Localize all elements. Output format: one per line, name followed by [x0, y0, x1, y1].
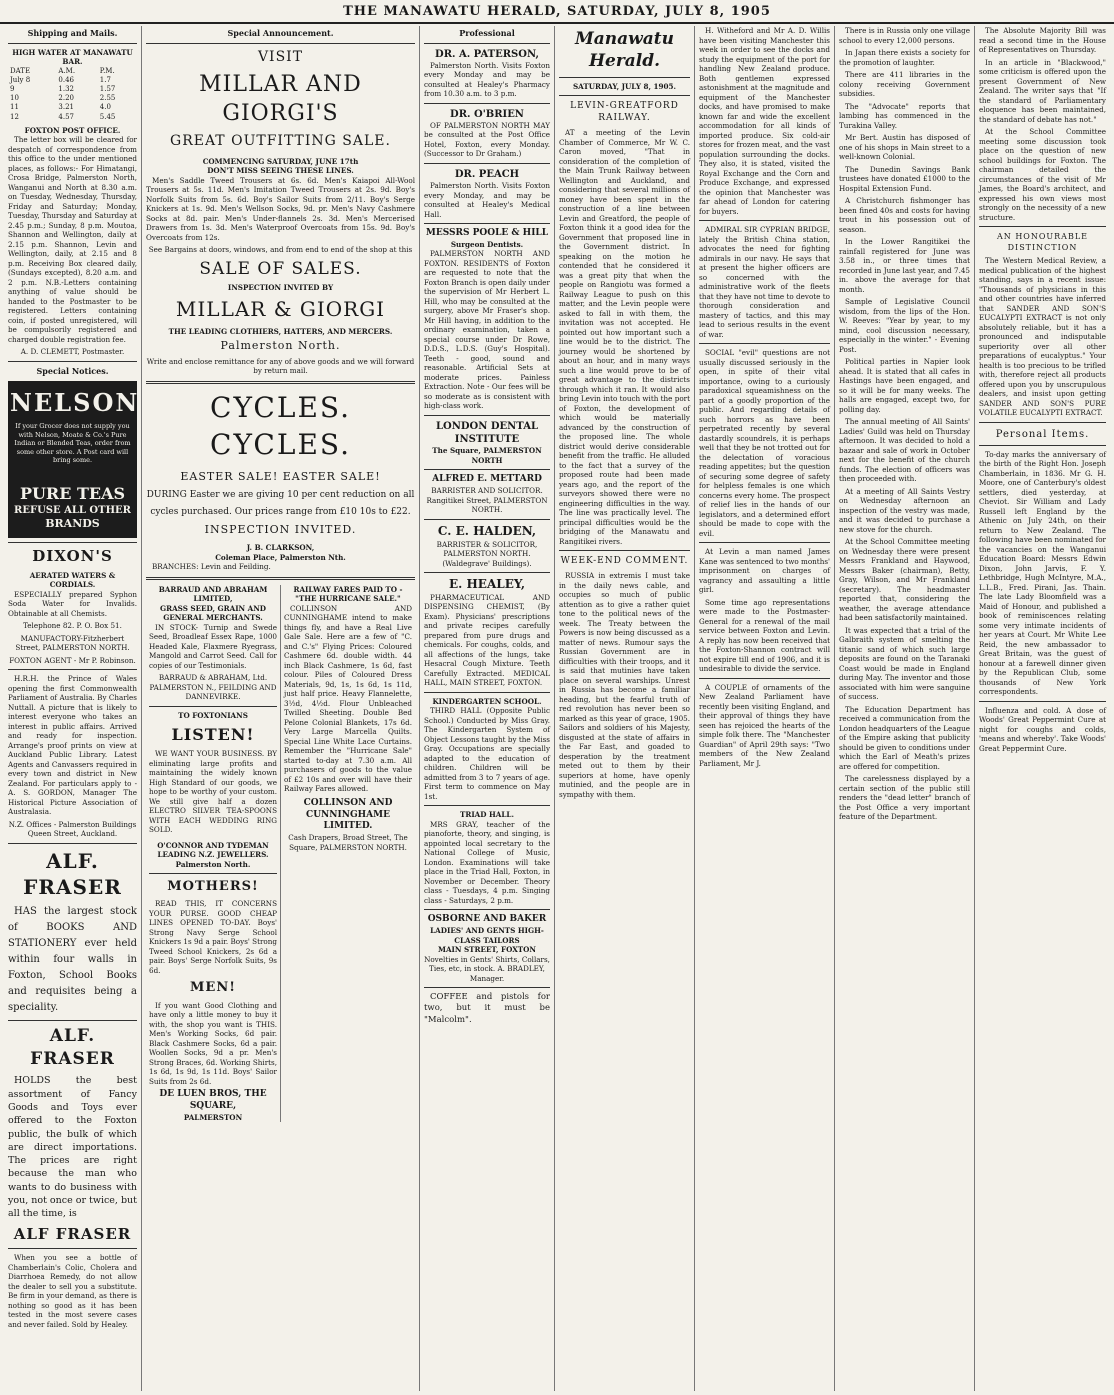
post-office-heading: FOXTON POST OFFICE. [24, 125, 121, 135]
dixon-title: DIXON'S [32, 546, 113, 565]
dixon-address: MANUFACTORY-Fitzherbert Street, PALMERSTON NORTH. [15, 633, 130, 653]
news-paragraph: There are 411 libraries in the colony receiving Government subsidies. [839, 70, 970, 98]
tide-am: 4.57 [58, 112, 74, 121]
barraud-text: IN STOCK- Turnip and Swede Seed, Broadleaf Essex Rape, 1000 Headed Kale, Flaxmere Ryegrass, Mangold and Carrot Seed. Call for copies of our Testimonials. [149, 622, 277, 670]
weekend-comment-text: RUSSIA in extremis I must take in the daily news cable, and occupies so much of public attention as to give a rather quiet tone to the political news of the week. The Treaty between the Powers is now being discussed as a matter of news. Rumour says the Russian Government are in difficulties with their troops, and it is said that mutinies have taken place on several warships. Unrest in Russia has become a familiar heading, but the fearful truth of red revolution has never been so marked as this year of grace, 1905. Sailors and soldiers of his Majesty, disgusted at the state of affairs in the Far East, and goaded to desperation by the treatment meted out to them by their superiors at home, have openly mutinied, and the people are in sympathy with them. [559, 571, 690, 799]
news-paragraph: The annual meeting of All Saints' Ladies' Guild was held on Thursday afternoon. It was decided to hold a bazaar and sale of work in October next for the benefit of the church funds. The election of officers was then proceeded with. [839, 417, 970, 483]
cycles-inspection: INSPECTION INVITED. [204, 522, 357, 536]
divider [559, 95, 690, 96]
clarkson-branches: BRANCHES: Levin and Feilding. [152, 562, 271, 572]
bargains-text: See Bargains at doors, windows, and from end to end of the shop at this [148, 245, 413, 255]
honourable-distinction-heading: AN HONOURABLE DISTINCTION [997, 232, 1088, 252]
divider [8, 361, 137, 362]
dixon-telephone: Telephone 82. P. O. Box 51. [23, 621, 122, 631]
divider [424, 805, 550, 806]
peach-title: DR. PEACH [454, 168, 520, 180]
clarkson-name: J. B. CLARKSON, [246, 543, 315, 553]
collinson-title: COLLINSON AND CUNNINGHAME LIMITED. [303, 797, 393, 832]
healey-title: E. HEALEY, [448, 577, 526, 592]
clarkson-address: Coleman Place, Palmerston Nth. [215, 552, 346, 562]
fraser-title-3: ALF FRASER [13, 1224, 132, 1243]
divider [559, 550, 690, 551]
tide-pm: 5.45 [99, 112, 116, 121]
cycles-title: CYCLES. CYCLES. [210, 390, 351, 461]
divider [149, 706, 277, 707]
honourable-distinction-text: The Western Medical Review, a medical publication of the highest standing, says in a recent issue: "Thousands of physicians in this and other countries have inferred that SANDER AND SON'S EUCALYPTI EXTRACT is not only absolutely reliable, but it has a pronounced and indisputable superiority over all other preparations of eucalyptus." Your health is too precious to be trifled with, therefore reject all products offered upon you by unscrupulous dealers, and insist upon getting SANDER AND SON'S PURE VOLATILE EUCALYPTI EXTRACT. [979, 256, 1106, 418]
tide-date: 9 [10, 85, 15, 94]
barraud-footer: BARRAUD & ABRAHAM, Ltd. PALMERSTON N., FEILDING AND DANNEVIRKE. [149, 673, 277, 702]
news-paragraph: In an article in "Blackwood," some criticism is offered upon the present Government of New Zealand. The writer says that "If the standard of Parliamentary eloquence has been maintained, the standard of debate has not." [979, 57, 1106, 124]
foxtonians-heading: TO FOXTONIANS [178, 710, 248, 720]
table-row [8, 113, 137, 122]
nelson-brands: BRANDS [45, 517, 100, 531]
nelson-refuse: REFUSE ALL OTHER [14, 505, 131, 517]
nelson-body: If your Grocer does not supply you with Nelson, Moate & Co.'s Pure Indian or Blended Teas, order from some other store. A Post card will bring some. [14, 422, 131, 465]
postmaster-signature: A. D. CLEMETT, Postmaster. [20, 347, 125, 357]
nelson-title: NELSON [10, 387, 140, 417]
paterson-title: DR. A. PATERSON, [435, 48, 539, 60]
table-row [8, 76, 137, 85]
sale-of-sales: SALE OF SALES. [199, 258, 362, 279]
millar-giorgi-name: MILLAR & GIORGI [175, 297, 386, 322]
visit-text: VISIT [257, 48, 304, 65]
news-paragraph: The Absolute Majority Bill was read a second time in the House of Representatives on Thursday. [979, 26, 1106, 54]
notices-heading: Special Notices. [36, 365, 109, 376]
divider [979, 701, 1106, 702]
divider [8, 843, 137, 844]
news-paragraph: SOCIAL "evil" questions are not usually discussed seriously in the open, in spite of their vital importance, owing to a curiously paradoxical squeamishness on the part of a goodly proportion of the public. And regarding details of such horrors as have been perpetrated recently by several dastardly scoundrels, it is perhaps well that they be not trotted out for the delectation of voracious reading appetites; but the question of securing some degree of safety for helpless females is one which concerns every home. The prospect of relief lies in the hands of our legislators, and a determined effort should be made to cope with the evil. [699, 348, 830, 538]
osborne-baker-footer: Novelties in Gents' Shirts, Collars, Ties, etc, in stock. A. BRADLEY, Manager. [424, 954, 550, 983]
divider [979, 445, 1106, 446]
news-paragraph: At Levin a man named James Kane was sentenced to two months' imprisonment on charges of vagrancy and assaulting a little girl. [699, 547, 830, 594]
table-row [8, 85, 137, 94]
inspection-invited-by: INSPECTION INVITED BY [227, 282, 334, 292]
healey-text: PHARMACEUTICAL AND DISPENSING CHEMIST, (By Exam). Physicians' prescriptions and private recipes carefully prepared from pure drugs and chemicals. For coughs, colds, and all affections of the lungs, take Hesacral Cough Mixture. Teeth Carefully Extracted. MEDICAL HALL, MAIN STREET, FOXTON. [424, 592, 550, 688]
peppermint-cure-ad: Influenza and cold. A dose of Woods' Great Peppermint Cure at night for coughs and colds, 'means and whereby'. Take Woods' Great Peppermint Cure. [979, 705, 1106, 753]
millar-giorgi-title: MILLAR AND GIORGI'S [199, 72, 362, 127]
railway-fares-text: COLLINSON AND CUNNINGHAME intend to make things fly, and have a Real Live Gale Sale. Here are a few of "C. and C.'s" Flying Prices: Coloured Cashmere 6d. double width. 44 inch Black Cashmere, 1s 6d, fast colour. Piles of Coloured Dress Materials, 9d, 1s, 1s 6d, 1s 11d, just half price. Heavy Flannelette, 3½d, 4½d. Flour Unbleached Twilled Sheeting. Double Bed Pelone Colonial Blankets, 17s 6d. Very Large Marcella Quilts. Special Line White Lace Curtains. Remember the "Hurricane Sale" started to-day at 7.30 a.m. All purchasers of goods to the value of £2 10s and over will have their Railway Fares allowed. [284, 603, 412, 794]
paper-title: Manawatu Herald. [574, 29, 675, 72]
special-announcement-heading: Special Announcement. [227, 28, 334, 38]
poole-hill-subtitle: Surgeon Dentists. [450, 239, 524, 249]
tide-date: July 8 [10, 75, 31, 84]
table-row [8, 103, 137, 112]
news-paragraph: The Education Department has received a communication from the London headquarters of the League of the Empire asking that publicity should be given to conditions under which the Earl of Meath's prizes are offered for competition. [839, 704, 970, 771]
personal-items-text: To-day marks the anniversary of the birth of the Right Hon. Joseph Chamberlain, in 1836. Mr G. H. Moore, one of Canterbury's oldest settlers, died yesterday, at Cheviot. Sir William and Lady Russell left England by the Athenic on July 24th, on their return to New Zealand. The following have been nominated for the vacancies on the Wanganui Education Board: Messrs Edwin Dixon, John Jarvis, F. Y. Lethbridge, Hugh McIntyre, M.A., L.L.B., Fred. Pirani, Jas. Thain. The late Lady Bloomfield was a Maid of Honour, and published a book of reminiscences relating some very intimate incidents of her years at Court. Mr White Lee Reid, the new ambassador to Great Britain, was the guest of honour at a farewell dinner given by the Republican Club, some thousands of New York correspondents. [979, 449, 1106, 697]
divider [424, 415, 550, 416]
news-paragraph: At a meeting of All Saints Vestry on Wednesday afternoon an inspection of the vestry was made, and it was decided to purchase a new stove for the church. [839, 486, 970, 534]
professional-heading: Professional [459, 28, 515, 38]
fraser-title-1: ALF. FRASER [23, 848, 122, 900]
dixon-subtitle: AERATED WATERS & CORDIALS. [29, 570, 116, 590]
poole-hill-title: MESSRS POOLE & HILL [425, 228, 549, 239]
nelson-pure-teas: PURE TEAS [19, 484, 126, 504]
divider [424, 43, 550, 44]
news-paragraph: At the School Committee meeting on Wednesday there were present Messrs Frankland and Haywood, Messrs Baker (chairman), Betty, Gray, Wilson, and Mr Frankland (secretary). The headmaster reported that, considering the weather, the average attendance had been satisfactorily maintained. [839, 537, 970, 622]
de-luen-title: DE LUEN BROS, THE SQUARE, [159, 1089, 267, 1111]
divider [424, 469, 550, 470]
tide-col-am: A.M. [58, 66, 76, 75]
news-paragraph: The "Advocate" reports that lambing has commenced in the Turakina Valley. [839, 101, 970, 130]
tide-heading: HIGH WATER AT MANAWATU BAR. [12, 47, 133, 67]
railway-article-text: AT a meeting of the Levin Chamber of Commerce, Mr W. C. Caron moved, "That in consideration of the completion of the Main Trunk Railway between Wellington and Auckland, and considering that several millions of money have been spent in the construction of a line between Levin and Greatford, the people of Foxton think it a good idea for the Government that proposed line in the Government district. In speaking on the motion he contended that he considered it was a great pity that when the people on Rangiotu was formed a Railway League to push on this matter, and the Levin people were asked to fall in with them, the invitation was not accepted. He pointed out how important such a line would be to the district. The journey would be shortened by about an hour, and in many ways such a line would prove to be of great advantage to the districts through which it ran. It would also bring Levin into touch with the port of Foxton, the development of which would be materially advanced by the construction of the proposed line. The whole district would derive considerable benefit from the traffic. He alluded to the fact that a survey of the proposed route had been made years ago, and the report of the surveyors showed there were no engineering difficulties in the way. The line was practically level. The principal difficulties would be the bridging of the Manawatu and Rangitikei rivers. [559, 128, 690, 546]
personal-items-heading: Personal Items. [995, 428, 1090, 440]
nelson-tea-ad [8, 381, 140, 538]
dont-miss: DON'T MISS SEEING THESE LINES. [207, 166, 354, 176]
divider [8, 542, 137, 543]
obrien-text: OF PALMERSTON NORTH MAY be consulted at the Post Office Hotel, Foxton, every Monday. (Successor to Dr Graham.) [424, 120, 550, 159]
sale-lines: Men's Saddle Tweed Trousers at 6s. 6d. Men's Kaiapoi All-Wool Trousers at 5s. 11d. Men's Imitation Tweed Trousers at 2s. 9d. Boy's Norfolk Suits from 5s. 6d. Boy's Sailor Suits from 2/11. Boy's Serge Knickers at 1s. 9d. Men's Wellson Socks, 9d. pr. Men's Navy Cashmere Socks at 8d. pair. Men's Under-flannels 2s. 3d. Men's Mercerised Drawers from 1s. 3d. Men's Waterproof Overcoats from 15s. 9d. Boy's Overcoats from 12s. [146, 175, 415, 242]
weekend-comment-heading: WEEK-END COMMENT. [560, 556, 689, 567]
news-paragraph: In Japan there exists a society for the promotion of laughter. [839, 48, 970, 67]
news-paragraph: A COUPLE of ornaments of the New Zealand Parliament have recently been visiting England, and their approval of things they have seen has rejoiced the hearts of the simple folk there. The "Manchester Guardian" of April 29th says: "Two members of the New Zealand Parliament, Mr J. [699, 682, 830, 768]
news-paragraph: There is in Russia only one village school to every 12,000 persons. [839, 26, 970, 45]
news-paragraph: Political parties in Napier look ahead. It is stated that all cafes in Hastings have been engaged, and so it will be for many weeks. The halls are engaged, except two, for polling day. [839, 357, 970, 414]
kindergarten-text: THIRD HALL (Opposite Public School.) Conducted by Miss Gray. The Kindergarten System of Object Lessons taught by the Miss Gray. Occupations are specially adapted to the education of children. Children will be admitted from 3 to 7 years of age. First term to commence on May 1st. [424, 706, 550, 801]
post-office-text: The letter box will be cleared for despatch of correspondence from this office to the under mentioned places, as follows:- For Himatangi, Crosa Bridge, Palmerston North, Wanganui and North at 8.30 a.m. on Tuesday, Wednesday, Thursday, Friday and Saturday; Monday, Tuesday, Thursday and Saturday at 2.45 p.m.; Sunday, 8 p.m. Moutoa, Shannon and Wellington, daily at 2.15 p.m. Shannon, Levin and Wellington, daily, at 2.15 and 8 p.m. Receiving Box cleared daily, (Sundays excepted), 8.20 a.m. and 2 p.m. N.B.-Letters containing anything of value should be handed to the Postmaster to be registered. Letters containing coin, if posted unregistered, will be compulsorily registered and charged double registration fee. [8, 135, 137, 344]
tide-col-pm: P.M. [99, 66, 115, 75]
news-paragraph: At the School Committee meeting some discussion took place on the question of new school buildings for Foxton. The chairman detailed the circumstances of the visit of Mr James, the Board's architect, and expressed his own views most strongly on the necessity of a new structure. [979, 127, 1106, 222]
oconnor-title: O'CONNOR AND TYDEMAN [157, 840, 269, 850]
fraser-title-2: ALF. FRASER [30, 1026, 115, 1069]
divider [424, 163, 550, 164]
fraser-text-2: HOLDS the best assortment of Fancy Goods and Toys ever offered to the Foxton public, the bulk of which are direct importations. The prices are right because the man who wants to do business with you, not once or twice, but all the time, is [8, 1075, 137, 1220]
divider [8, 1020, 137, 1021]
divider [979, 422, 1106, 423]
collinson-subtitle: Cash Drapers, Broad Street, The Square, PALMERSTON NORTH. [288, 833, 408, 852]
halden-text: BARRISTER & SOLICITOR, PALMERSTON NORTH. (Waldegrave' Buildings). [436, 539, 538, 568]
paper-date: SATURDAY, JULY 8, 1905. [572, 81, 677, 91]
divider [424, 692, 550, 693]
divider [424, 223, 550, 224]
table-row [8, 94, 137, 103]
barraud-subtitle: GRASS SEED, GRAIN AND GENERAL MERCHANTS. [159, 603, 267, 623]
news-paragraph: In the Lower Rangitikei the rainfall registered for June was 3.58 in., or three times that recorded in June last year, and 7.45 in. above the average for that month. [839, 237, 970, 294]
tide-pm: 4.0 [99, 103, 111, 112]
divider [8, 1248, 137, 1249]
news-paragraph: It was expected that a trial of the Galbraith system of smelting the titanic sand of which such large deposits are found on the Taranaki Coast would be made in England during May. The inventor and those associated with him were sanguine of success. [839, 625, 970, 701]
london-dental-address: The Square, PALMERSTON NORTH [432, 446, 542, 465]
divider [424, 572, 550, 573]
column-6 [835, 26, 975, 1391]
tide-date: 12 [10, 112, 19, 121]
news-paragraph: H. Witheford and Mr A. D. Willis have been visiting Manchester this week in order to see the docks and study the equipment of the port for handling New Zealand produce. Both gentlemen expressed astonishment at the magnitude and equipment of the Manchester docks, and have promised to make known far and wide the excellent accommodation for all kinds of imported produce. Six cold-air stores for frozen meat, and the vast population surrounding the docks. They also, it is stated, visited the Royal Exchange and the Corn and Produce Exchange, and expressed the opinion that Manchester was far ahead of London for catering for buyers. [699, 26, 830, 216]
london-dental-title: LONDON DENTAL INSTITUTE [435, 420, 538, 446]
peach-text: Palmerston North. Visits Foxton every Monday, and may be consulted at Healey's Medical Hall. [424, 181, 550, 219]
news-paragraph: Mr Bert. Austin has disposed of one of his shops in Main street to a well-known Colonial. [839, 133, 970, 161]
divider [424, 103, 550, 104]
de-luen-town: PALMERSTON [183, 1112, 243, 1122]
osborne-baker-title: OSBORNE AND BAKER [427, 914, 547, 925]
dixon-agent: FOXTON AGENT - Mr P. Robinson. [9, 655, 136, 665]
divider [699, 678, 830, 679]
masthead: THE MANAWATU HERALD, SATURDAY, JULY 8, 1905 [0, 0, 1114, 24]
divider [979, 226, 1106, 227]
dixon-text: ESPECIALLY prepared Syphon Soda Water for Invalids. Obtainable at all Chemists. [8, 589, 137, 618]
divider [146, 381, 415, 384]
mettard-title: ALFRED E. METTARD [432, 474, 542, 485]
tide-table [8, 67, 137, 122]
divider [699, 343, 830, 344]
millar-giorgi-sub: THE LEADING CLOTHIERS, HATTERS, AND MERCERS. [168, 326, 393, 336]
divider [149, 873, 277, 874]
tide-col-date: DATE [10, 66, 31, 75]
triad-hall-text: MRS GRAY, teacher of the pianoforte, theory, and singing, is appointed local secretary to the National College of Music, London. Examinations will take place in the Triad Hall, Foxton, in November or December. Theory class - Tuesdays, 4 p.m. Singing class - Saturdays, 2 p.m. [424, 819, 550, 905]
write-remittance: Write and enclose remittance for any of above goods and we will forward by return mail. [146, 356, 415, 376]
tide-pm: 2.55 [99, 94, 116, 103]
news-paragraph: Some time ago representations were made to the Postmaster-General for a renewal of the mail service between Foxton and Levin. A reply has now been received that the Foxton-Shannon contract will not expire till end of 1906, and it is undesirable to divide the service. [699, 597, 830, 673]
divider [424, 909, 550, 910]
railway-article-heading: LEVIN-GREATFORD RAILWAY. [570, 101, 679, 124]
divider [559, 77, 690, 78]
divider [424, 987, 550, 988]
mettard-text: BARRISTER AND SOLICITOR. Rangitikei Street, PALMERSTON NORTH. [426, 486, 548, 515]
listen-text: WE WANT YOUR BUSINESS. BY eliminating large profits and maintaining the widely known High Standard of our goods, we hope to be worthy of your custom. We still give half a dozen ELECTRO SILVER TEA-SPOONS WITH EACH WEDDING RING SOLD. [149, 749, 277, 835]
men-title: MEN! [190, 980, 236, 996]
columns [4, 26, 1110, 1391]
paterson-text: Palmerston North. Visits Foxton every Monday and may be consulted at Healey's Pharmacy from 10.30 a.m. to 3 p.m. [424, 60, 550, 99]
coffee-ad: COFFEE and pistols for two, but it must be "Malcolm". [424, 992, 550, 1025]
column-5 [695, 26, 835, 1391]
column-7 [975, 26, 1110, 1391]
triad-hall-title: TRIAD HALL. [460, 810, 514, 820]
tide-am: 3.21 [58, 103, 74, 112]
barraud-title: BARRAUD AND ABRAHAM LIMITED, [158, 584, 268, 604]
divider [146, 577, 415, 580]
easter-sale: EASTER SALE! EASTER SALE! [180, 469, 381, 483]
men-text: If you want Good Clothing and have only a little money to buy it with, the shop you want is THIS. Men's Working Socks, 6d pair. Black Cashmere Socks, 6d a pair. Woollen Socks, 9d a pr. Men's Strong Braces, 6d. Working Shirts, 1s 6d, 1s 9d, 1s 11d. Boys' Sailor Suits from 2s 6d. [149, 1000, 277, 1086]
column-1 [4, 26, 142, 1391]
listen-title: LISTEN! [171, 725, 255, 745]
mothers-text: READ THIS, IT CONCERNS YOUR PURSE. GOOD CHEAP LINES OPENED TO-DAY. Boys' Strong Navy Serge School Knickers 1s 9d a pair. Boys' Strong Tweed School Knickers, 2s 6d a pair. Boys' Serge Norfolk Suits, 9s 6d. [149, 899, 277, 975]
column-2 [142, 26, 420, 1391]
millar-giorgi-town: Palmerston North. [220, 339, 341, 353]
news-paragraph: The Dunedin Savings Bank trustees have donated £1000 to the Hospital Extension Fund. [839, 164, 970, 193]
oconnor-subtitle: LEADING N.Z. JEWELLERS. Palmerston North. [157, 850, 269, 869]
news-paragraph: A Christchurch fishmonger has been fined 40s and costs for having trout in his possession out of season. [839, 196, 970, 234]
cycles-text: DURING Easter we are giving 10 per cent reduction on all cycles purchased. Our prices range from £10 10s to £22. [146, 490, 415, 517]
mothers-title: MOTHERS! [167, 879, 259, 895]
poole-hill-text: PALMERSTON NORTH AND FOXTON. RESIDENTS of Foxton are requested to note that the Foxton Branch is open daily under the supervision of Mr Herbert L. Hill, who may be consulted at the surgery, above Mr Fraser's shop. Mr Hill having, in addition to the ordinary examination, taken a special course under Dr Rowe, D.D.S., L.D.S. (Guy's Hospital). Teeth - good, sound and reasonable. Artificial Sets at moderate prices. Painless Extraction. Note - Our fees will be so moderate as is consistent with high-class work. [424, 249, 550, 411]
fraser-text-1: HAS the largest stock of BOOKS AND STATIONERY ever held within four walls in Foxton, School Books and requisites being a speciality. [8, 906, 137, 1014]
tide-date: 10 [10, 94, 19, 103]
divider [699, 220, 830, 221]
column-2-left [146, 585, 280, 1123]
history-address: N.Z. Offices - Palmerston Buildings Queen Street, Auckland. [8, 819, 137, 839]
column-2-subcolumns [146, 585, 415, 1123]
divider [8, 43, 137, 44]
osborne-baker-address: MAIN STREET, FOXTON [438, 945, 536, 955]
tide-am: 2.20 [58, 94, 74, 103]
divider [8, 669, 137, 670]
tide-pm: 1.7 [99, 75, 111, 84]
halden-title: C. E. HALDEN, [437, 523, 537, 538]
shipping-heading: Shipping and Mails. [27, 28, 118, 38]
divider [424, 519, 550, 520]
kindergarten-title: KINDERGARTEN SCHOOL. [432, 696, 542, 706]
divider [146, 43, 415, 44]
outfitting-sale: GREAT OUTFITTING SALE. [170, 133, 391, 150]
commencing-date: COMMENCING SATURDAY, JUNE 17th [202, 156, 359, 166]
tide-am: 0.46 [58, 75, 74, 84]
chamberlain-remedy-text: When you see a bottle of Chamberlain's Colic, Cholera and Diarrhoea Remedy, do not allow the dealer to sell you a substitute. Be firm in your demand, as there is nothing so good as it has been tested in the most severe cases and never failed. Sold by Healey. [8, 1253, 137, 1329]
tide-pm: 1.57 [99, 85, 116, 94]
news-paragraph: Sample of Legislative Council wisdom, from the lips of the Hon. W. Reeves: "Year by year, to my mind, cool discussion necessary, especially in the winter." - Evening Post. [839, 297, 970, 354]
column-3 [420, 26, 555, 1391]
railway-fares-heading: RAILWAY FARES PAID TO - "THE HURRICANE SALE." [293, 584, 403, 604]
news-paragraph: ADMIRAL SIR CYPRIAN BRIDGE, lately the British China station, advocates the need for fighting admirals in our navy. He says that at present the higher officers are so concerned with the administrative work of the fleets that they have not time to devote to thorough consideration and mastery of tactics, and this may lead to serious results in the event of war. [699, 225, 830, 339]
tide-am: 1.32 [58, 85, 74, 94]
column-4 [555, 26, 695, 1391]
column-2-right [280, 585, 415, 1123]
news-paragraph: The carelessness displayed by a certain section of the public still renders the "dead letter" branch of the Post Office a very important feature of the Department. [839, 774, 970, 821]
osborne-baker-subtitle: LADIES' AND GENTS HIGH-CLASS TAILORS [430, 926, 544, 945]
divider [699, 542, 830, 543]
tide-date: 11 [10, 103, 19, 112]
history-picture-text: H.R.H. the Prince of Wales opening the first Commonwealth Parliament of Australia. By Charles Nuttall. A picture that is likely to interest everyone who takes an interest in public affairs. Arrived and ready for inspection. Arrange's proof prints on view at Auckland Public Library. Latest Agents and Canvassers required in every town and district in New Zealand. For particulars apply to - A. S. GORDON, Manager The Historical Picture Association of Australasia. [8, 674, 137, 817]
obrien-title: DR. O'BRIEN [450, 108, 524, 120]
